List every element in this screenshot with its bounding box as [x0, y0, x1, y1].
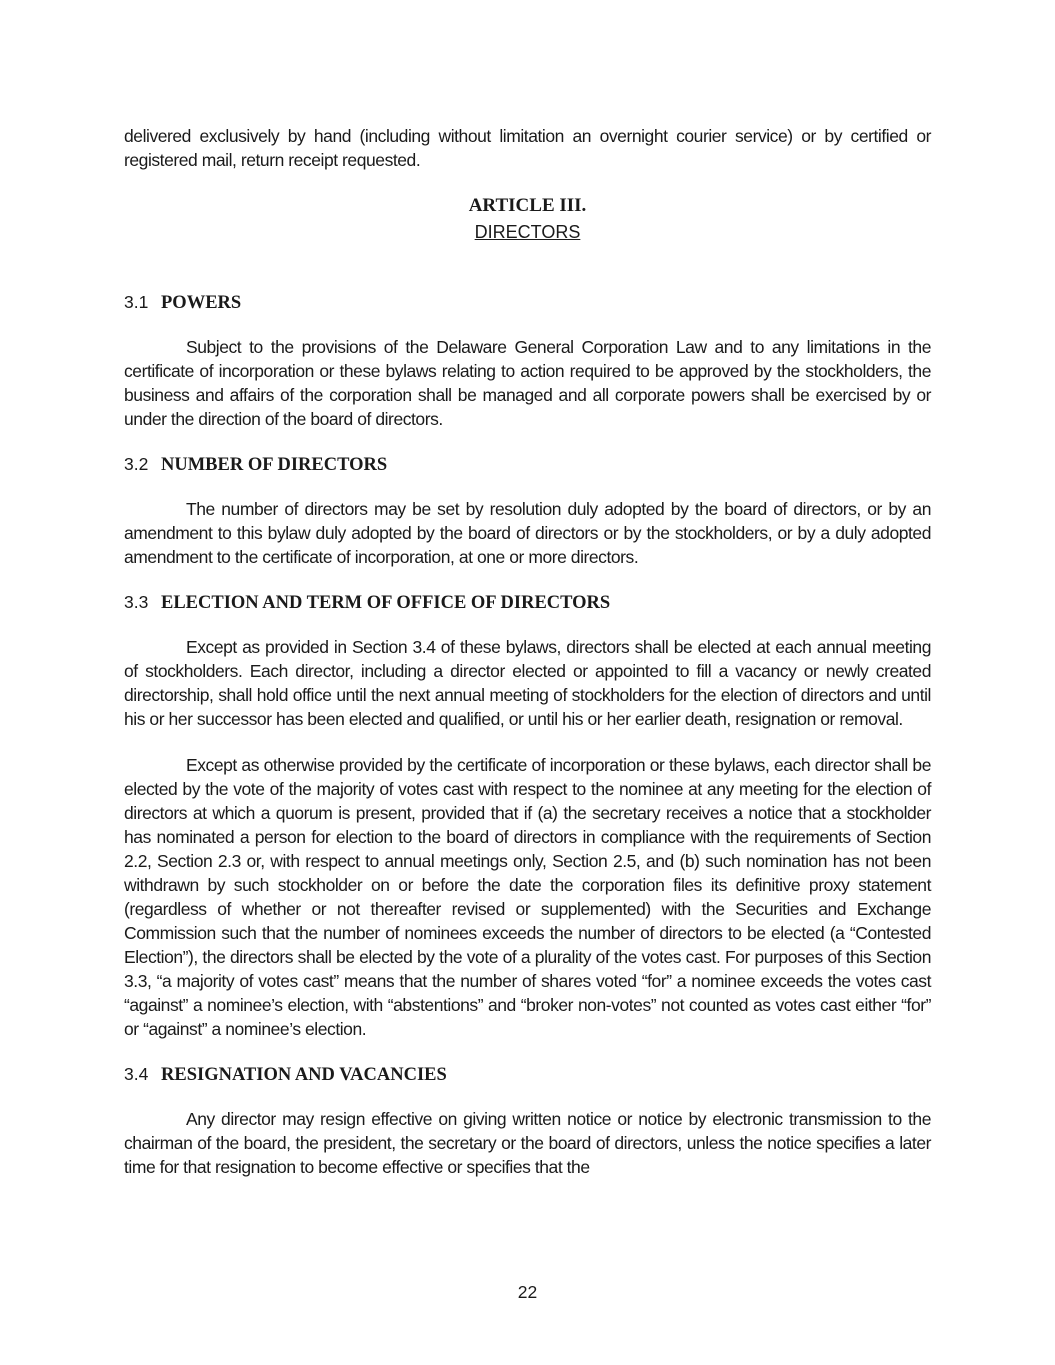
section-number: 3.2 — [124, 454, 149, 474]
section-heading-3-4 — [124, 1062, 931, 1087]
section-number: 3.1 — [124, 292, 149, 312]
intro-paragraph: delivered exclusively by hand (including without limitation an overnight courier service) or by certified or registered mail, return receipt requested. — [124, 126, 931, 170]
section-heading-3-1 — [124, 290, 931, 315]
section-3-1-paragraph: Subject to the provisions of the Delaware General Corporation Law and to any limitations in the certificate of incorporation or these bylaws relating to action required to be approved by the stockholders, the business and affairs of the corporation shall be managed and all corporate powers shall be exercised by or under the direction of the board of directors. — [124, 337, 931, 429]
section-title: NUMBER OF DIRECTORS — [161, 455, 388, 475]
section-heading-3-2 — [124, 452, 931, 477]
article-subtitle: DIRECTORS — [474, 222, 581, 242]
section-number: 3.3 — [124, 592, 149, 612]
section-heading-3-3 — [124, 590, 931, 615]
section-number: 3.4 — [124, 1064, 149, 1084]
section-3-2-paragraph: The number of directors may be set by resolution duly adopted by the board of directors, or by an amendment to this bylaw duly adopted by the board of directors or by the stockholders, or by a duly adopted amendment to the certificate of incorporation, at one or more directors. — [124, 499, 931, 567]
section-title: POWERS — [161, 293, 242, 313]
section-title: RESIGNATION AND VACANCIES — [161, 1065, 447, 1085]
section-title: ELECTION AND TERM OF OFFICE OF DIRECTORS — [161, 593, 611, 613]
section-3-4-paragraph: Any director may resign effective on giving written notice or notice by electronic transmission to the chairman of the board, the president, the secretary or the board of directors, unless the notice specifies a later time for that resignation to become effective or specifies that the — [124, 1109, 931, 1177]
document-page — [124, 124, 931, 1179]
article-heading — [124, 194, 931, 246]
article-title: ARTICLE III. — [468, 195, 587, 216]
section-3-3-paragraph-2: Except as otherwise provided by the certificate of incorporation or these bylaws, each director shall be elected by the vote of the majority of votes cast with respect to the nominee at any meeting for the election of directors at which a quorum is present, provided that if (a) the secretary receives a notice that a stockholder has nominated a person for election to the board of directors in compliance with the requirements of Section 2.2, Section 2.3 or, with respect to annual meetings only, Section 2.5, and (b) such nomination has not been withdrawn by such stockholder on or before the date the corporation files its definitive proxy statement (regardless of whether or not thereafter revised or supplemented) with the Securities and Exchange Commission such that the number of nominees exceeds the number of directors to be elected (a “Contested Election”), the directors shall be elected by the vote of a plurality of the votes cast. For purposes of this Section 3.3, “a majority of votes cast” means that the number of shares voted “for” a nominee exceeds the votes cast “against” a nominee’s election, with “abstentions” and “broker non-votes” not counted as votes cast either “for” or “against” a nominee’s election. — [124, 755, 931, 1039]
section-3-3-paragraph-1: Except as provided in Section 3.4 of these bylaws, directors shall be elected at each annual meeting of stockholders. Each director, including a director elected or appointed to fill a vacancy or newly created directorship, shall hold office until the next annual meeting of stockholders for the election of directors and until his or her successor has been elected and qualified, or until his or her earlier death, resignation or removal. — [124, 637, 931, 729]
page-number: 22 — [517, 1282, 538, 1302]
